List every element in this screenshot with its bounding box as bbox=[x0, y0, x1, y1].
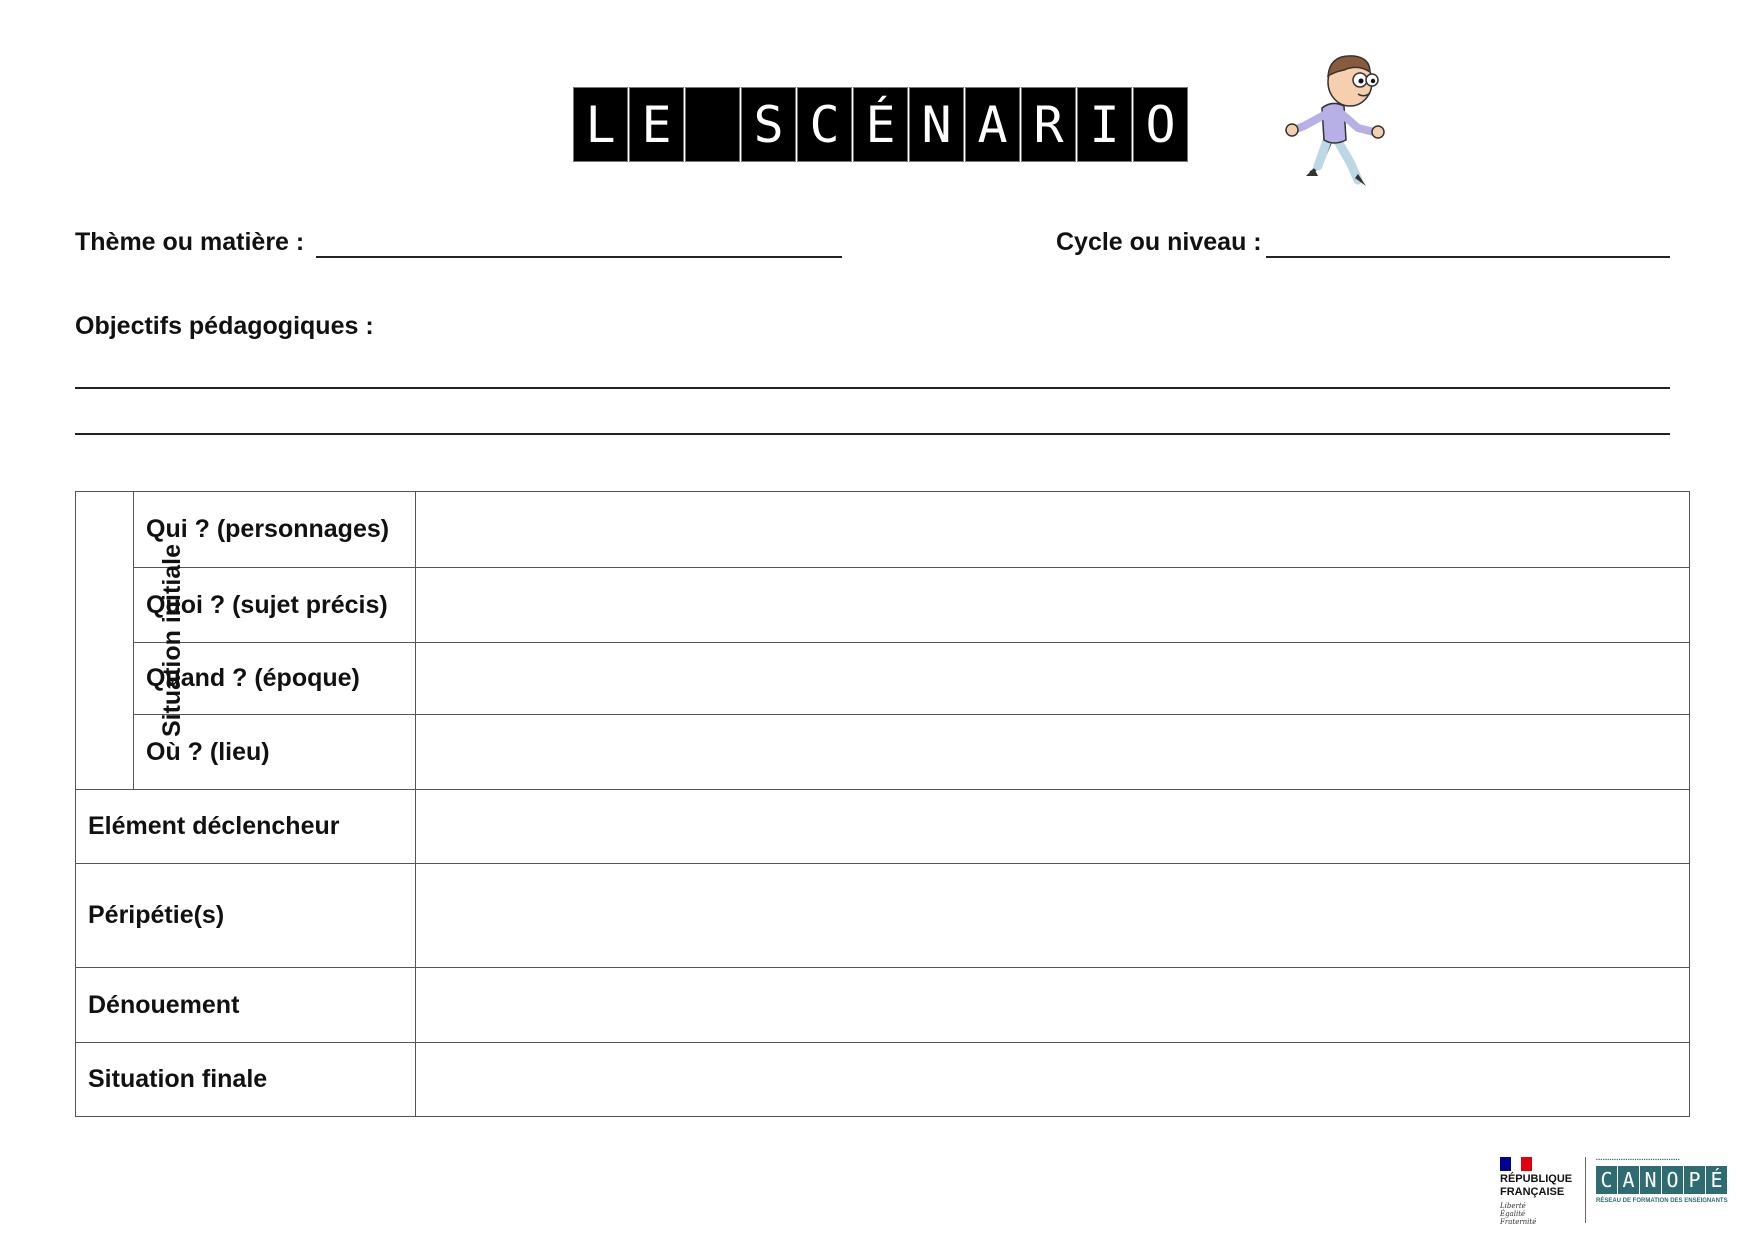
row-label: Où ? (lieu) bbox=[134, 715, 416, 790]
objectifs-label: Objectifs pédagogiques : bbox=[75, 312, 374, 340]
canope-letter: A bbox=[1618, 1166, 1639, 1194]
title-letter bbox=[685, 87, 740, 162]
row-label: Qui ? (personnages) bbox=[134, 492, 416, 568]
answer-cell[interactable] bbox=[416, 1043, 1690, 1117]
answer-cell[interactable] bbox=[416, 643, 1690, 715]
answer-cell[interactable] bbox=[416, 864, 1690, 968]
canope-letter: C bbox=[1596, 1166, 1617, 1194]
title-letter: O bbox=[1133, 87, 1188, 162]
row-label: Situation finale bbox=[76, 1043, 416, 1117]
title-letter: L bbox=[573, 87, 628, 162]
cycle-field[interactable] bbox=[1266, 256, 1670, 258]
row-label: Quand ? (époque) bbox=[134, 643, 416, 715]
table-row bbox=[76, 715, 1690, 790]
table-row bbox=[76, 968, 1690, 1043]
canope-subtitle: RÉSEAU DE FORMATION DES ENSEIGNANTS bbox=[1596, 1198, 1728, 1204]
cycle-label: Cycle ou niveau : bbox=[1056, 228, 1262, 256]
canope-logo bbox=[1596, 1157, 1732, 1204]
objectifs-line-2[interactable] bbox=[75, 433, 1670, 435]
title-letter: S bbox=[741, 87, 796, 162]
answer-cell[interactable] bbox=[416, 715, 1690, 790]
title-letter: É bbox=[853, 87, 908, 162]
running-boy-illustration bbox=[1270, 50, 1400, 190]
canope-letter: P bbox=[1684, 1166, 1705, 1194]
french-flag-icon bbox=[1500, 1157, 1532, 1171]
page-title bbox=[573, 87, 1189, 164]
situation-initiale-group-cell bbox=[76, 492, 187, 790]
logo-divider bbox=[1585, 1157, 1586, 1223]
flag-blue bbox=[1500, 1157, 1511, 1171]
canope-letter: O bbox=[1662, 1166, 1683, 1194]
row-label: Elément déclencheur bbox=[76, 790, 416, 864]
republique-text: RÉPUBLIQUE bbox=[1500, 1173, 1573, 1185]
motto-line: Fraternité bbox=[1500, 1218, 1537, 1226]
motto-line: Égalité bbox=[1500, 1210, 1526, 1218]
scenario-table bbox=[75, 491, 1690, 1117]
row-label: Dénouement bbox=[76, 968, 416, 1043]
flag-red bbox=[1521, 1157, 1532, 1171]
objectifs-line-1[interactable] bbox=[75, 387, 1670, 389]
table-row bbox=[76, 790, 1690, 864]
flag-white bbox=[1511, 1157, 1522, 1171]
title-letter: N bbox=[909, 87, 964, 162]
answer-cell[interactable] bbox=[416, 568, 1690, 643]
republique-francaise-logo bbox=[1500, 1157, 1580, 1226]
situation-initiale-label: Situation initiale bbox=[158, 543, 187, 738]
title-letter: A bbox=[965, 87, 1020, 162]
table-row bbox=[76, 568, 1690, 643]
motto-line: Liberté bbox=[1500, 1202, 1526, 1210]
table-row bbox=[76, 492, 1690, 568]
table-row bbox=[76, 864, 1690, 968]
title-letter: E bbox=[629, 87, 684, 162]
canope-wordmark bbox=[1596, 1166, 1732, 1194]
title-letter: C bbox=[797, 87, 852, 162]
canope-letter: É bbox=[1706, 1166, 1727, 1194]
row-label: Quoi ? (sujet précis) bbox=[134, 568, 416, 643]
title-letter: I bbox=[1077, 87, 1132, 162]
table-row bbox=[76, 643, 1690, 715]
row-label: Péripétie(s) bbox=[76, 864, 416, 968]
francaise-text: FRANÇAISE bbox=[1500, 1186, 1565, 1198]
canope-letter: N bbox=[1640, 1166, 1661, 1194]
canope-top-band: ▪▪▪▪▪▪▪▪▪▪▪▪▪▪▪▪▪▪▪▪▪▪▪▪▪▪▪▪▪▪▪▪▪▪▪▪▪ bbox=[1596, 1157, 1681, 1163]
answer-cell[interactable] bbox=[416, 790, 1690, 864]
theme-field[interactable] bbox=[316, 256, 842, 258]
answer-cell[interactable] bbox=[416, 492, 1690, 568]
table-row bbox=[76, 1043, 1690, 1117]
theme-label: Thème ou matière : bbox=[75, 228, 305, 256]
title-letter: R bbox=[1021, 87, 1076, 162]
answer-cell[interactable] bbox=[416, 968, 1690, 1043]
motto bbox=[1500, 1202, 1580, 1226]
